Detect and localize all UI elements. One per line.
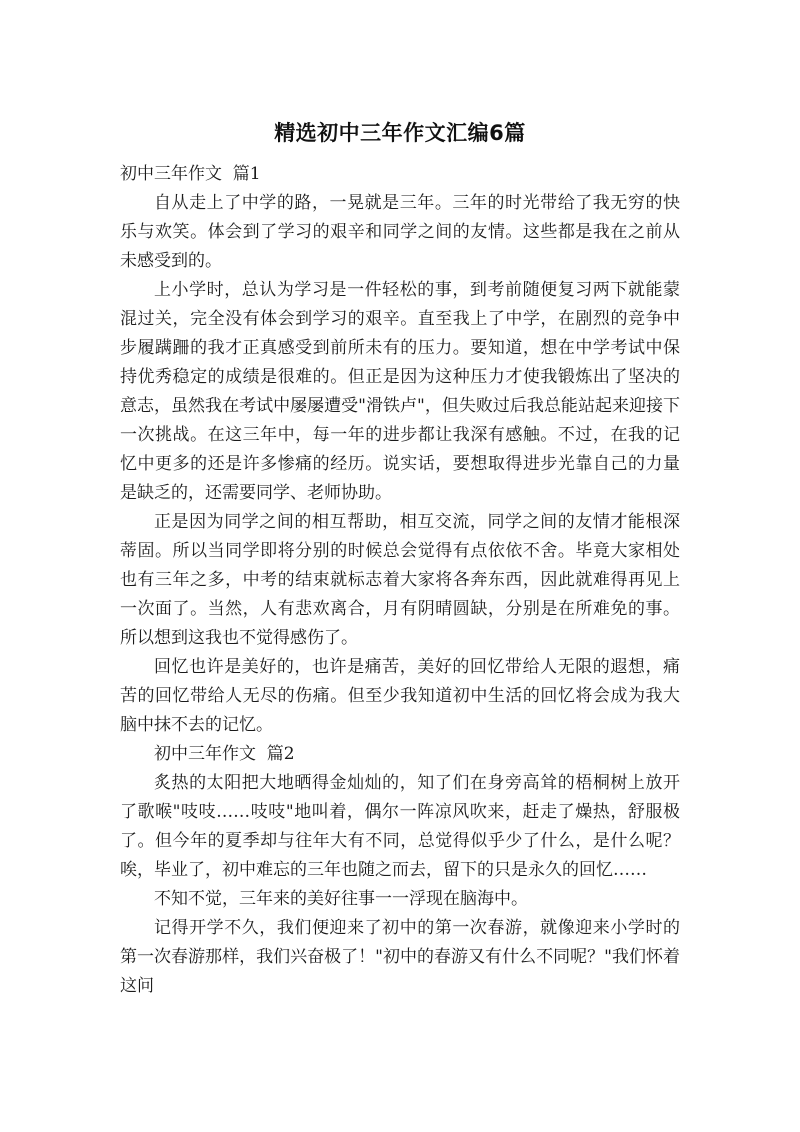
- paragraph: 炙热的太阳把大地晒得金灿灿的，知了们在身旁高耸的梧桐树上放开了歌喉"吱吱……吱吱"地叫着，偶尔一阵凉风吹来，赶走了燥热，舒服极了。但今年的夏季却与往年大有不同，总觉得似乎少了什么，是什么呢？唉，毕业了，初中难忘的三年也随之而去，留下的只是永久的回忆……: [120, 773, 680, 880]
- paragraph: 记得开学不久，我们便迎来了初中的第一次春游，就像迎来小学时的第一次春游那样，我们兴奋极了！"初中的春游又有什么不同呢？"我们怀着这问: [120, 918, 680, 996]
- section-heading-1: 初中三年作文 篇1: [120, 164, 261, 184]
- document-body: [120, 160, 680, 1001]
- paragraph: 自从走上了中学的路，一晃就是三年。三年的时光带给了我无穷的快乐与欢笑。体会到了学习的艰辛和同学之间的友情。这些都是我在之前从未感受到的。: [120, 193, 680, 271]
- paragraph: 上小学时，总认为学习是一件轻松的事，到考前随便复习两下就能蒙混过关，完全没有体会到学习的艰辛。直至我上了中学，在剧烈的竞争中步履蹒跚的我才正真感受到前所未有的压力。要知道，想在中学考试中保持优秀稳定的成绩是很难的。但正是因为这种压力才使我锻炼出了坚决的意志，虽然我在考试中屡屡遭受"滑铁卢"，但失败过后我总能站起来迎接下一次挑战。在这三年中，每一年的进步都让我深有感触。不过，在我的记忆中更多的还是许多惨痛的经历。说实话，要想取得进步光靠自己的力量是缺乏的，还需要同学、老师协助。: [120, 280, 680, 503]
- section-heading-2: 初中三年作文 篇2: [154, 744, 295, 764]
- paragraph: 不知不觉，三年来的美好往事一一浮现在脑海中。: [154, 889, 528, 909]
- document-title: 精选初中三年作文汇编6篇: [274, 121, 526, 145]
- paragraph: 回忆也许是美好的，也许是痛苦，美好的回忆带给人无限的遐想，痛苦的回忆带给人无尽的伤痛。但至少我知道初中生活的回忆将会成为我大脑中抹不去的记忆。: [120, 657, 680, 735]
- paragraph: 正是因为同学之间的相互帮助，相互交流，同学之间的友情才能根深蒂固。所以当同学即将分别的时候总会觉得有点依依不舍。毕竟大家相处也有三年之多，中考的结束就标志着大家将各奔东西，因此就难得再见上一次面了。当然，人有悲欢离合，月有阴晴圆缺，分别是在所难免的事。所以想到这我也不觉得感伤了。: [120, 512, 680, 648]
